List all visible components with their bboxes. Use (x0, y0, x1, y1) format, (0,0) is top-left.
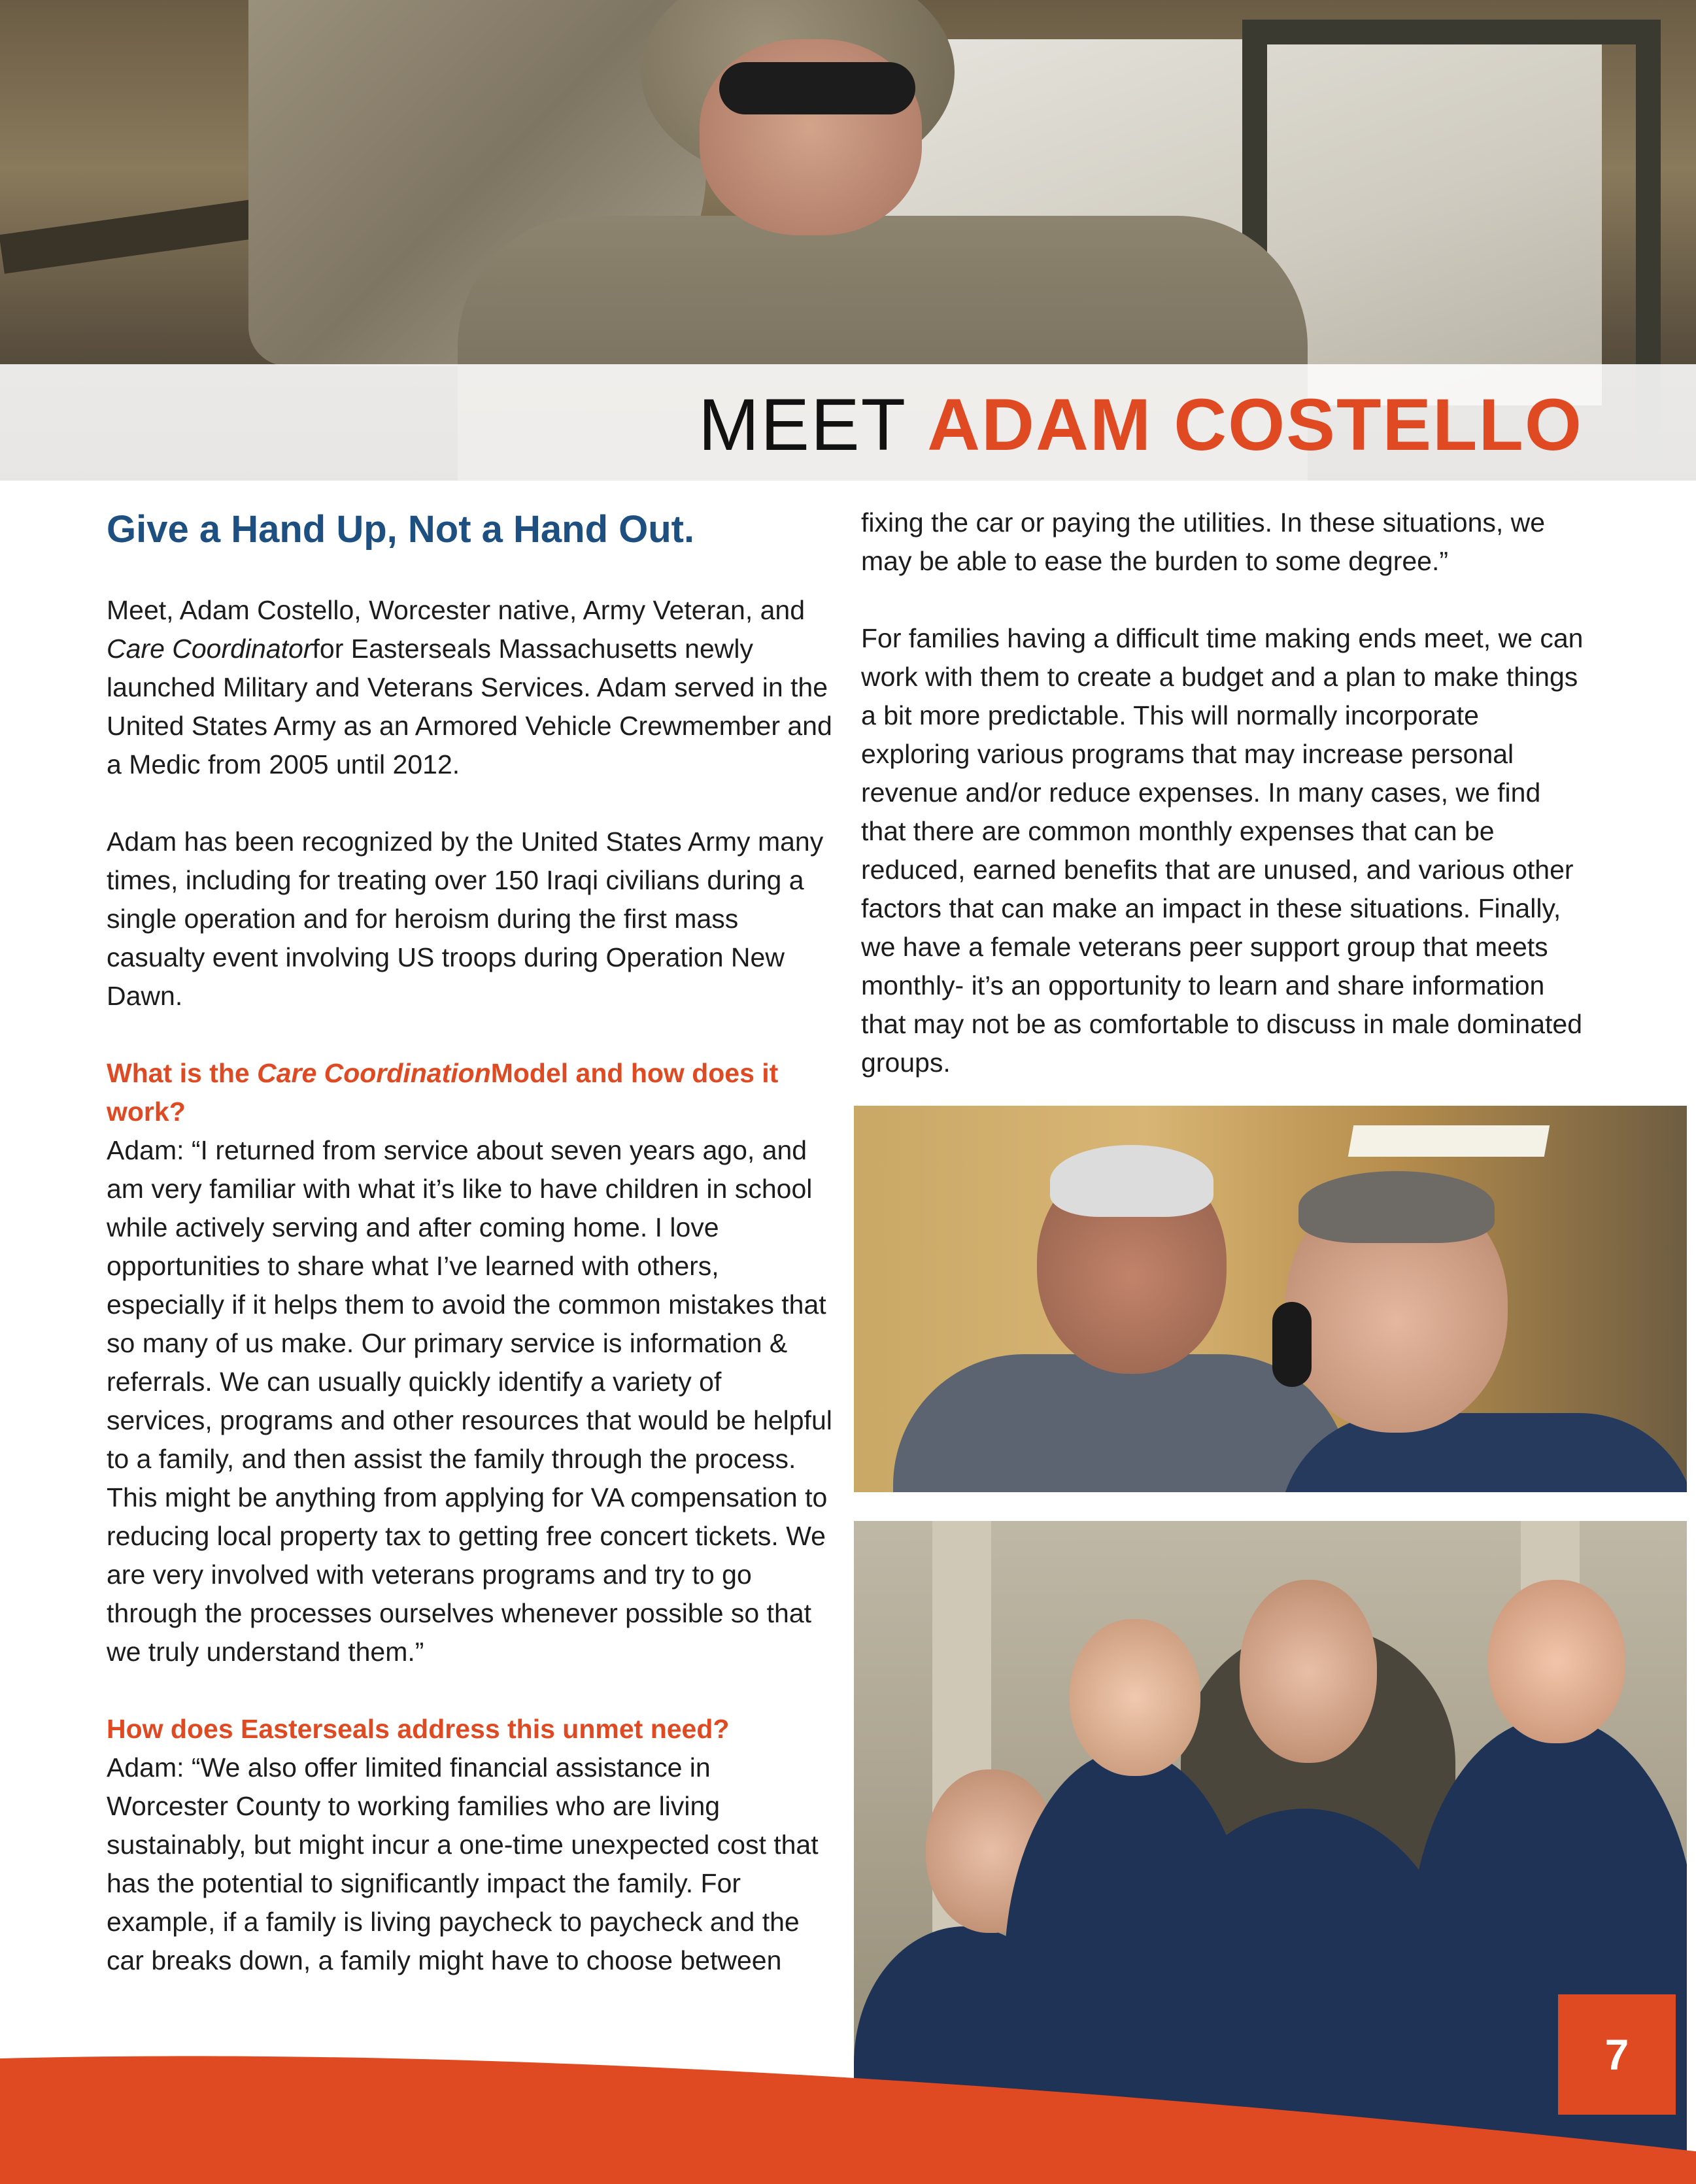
right-column (861, 503, 1587, 1082)
question1-text-b: Model and how does it work? (107, 1058, 779, 1127)
left-column (107, 503, 832, 1980)
intro-text-a: Meet, Adam Costello, Worcester native, Army Veteran, and (107, 595, 806, 625)
question1-text-a: What is the (107, 1058, 258, 1088)
headline: Give a Hand Up, Not a Hand Out. (107, 508, 695, 551)
footer-wave (0, 2053, 1696, 2184)
question1-text-em: Care Coordination (257, 1058, 491, 1088)
intro-text-b: for Easterseals Massachusetts newly launched Military and Veterans Services. Adam served in the United States Army as an Armored Vehicle Crewmember and a Medic from 2005 until 2012. (107, 634, 832, 779)
question-unmet-need: How does Easterseals address this unmet need? (107, 1714, 730, 1744)
answer-unmet-need: Adam: “We also offer limited financial assistance in Worcester County to working families who are living sustainably, but might incur a one-time unexpected cost that has the potential to significantly impact the family. For example, if a family is living paycheck to paycheck and the car breaks down, a family might have to choose between (107, 1752, 819, 1975)
intro-text-em: Care Coordinator (107, 634, 313, 664)
question-care-coordination (107, 1054, 832, 1131)
page-title (698, 386, 1583, 464)
page-number: 7 (1604, 2030, 1629, 2079)
budget-paragraph: For families having a difficult time making ends meet, we can work with them to create a budget and a plan to make things a bit more predictable. This will normally incorporate exploring various programs that may increase personal revenue and/or reduce expenses. In many cases, we find that there are common monthly expenses that can be reduced, earned benefits that are unused, and various other factors that can make an impact in these situations. Finally, we have a female veterans peer support group that meets monthly- it’s an opportunity to learn and share information that may not be as comfortable to discuss in male dominated groups. (861, 623, 1584, 1078)
page-title-name: ADAM COSTELLO (927, 384, 1583, 466)
intro-paragraph (107, 591, 832, 784)
answer-care-coordination: Adam: “I returned from service about seven years ago, and am very familiar with what it’s like to have children in school while actively serving and after coming home. I love opportunities to share what I’ve learned with others, especially if it helps them to avoid the common mistakes that so many of us make. Our primary service is information & referrals. We can usually quickly identify a variety of services, programs and other resources that would be helpful to a family, and then assist the family through the process. This might be anything from applying for VA compensation to reducing local property tax to getting free concert tickets. We are very involved with veterans programs and try to go through the processes ourselves whenever possible so that we truly understand them.” (107, 1135, 832, 1667)
page-title-light: MEET (698, 384, 928, 466)
continued-paragraph: fixing the car or paying the utilities. In these situations, we may be able to ease the burden to some degree.” (861, 507, 1546, 576)
recognition-paragraph: Adam has been recognized by the United States Army many times, including for treating over 150 Iraqi civilians during a single operation and for heroism during the first mass casualty event involving US troops during Operation New Dawn. (107, 827, 824, 1011)
studio-selfie-photo (854, 1106, 1687, 1492)
